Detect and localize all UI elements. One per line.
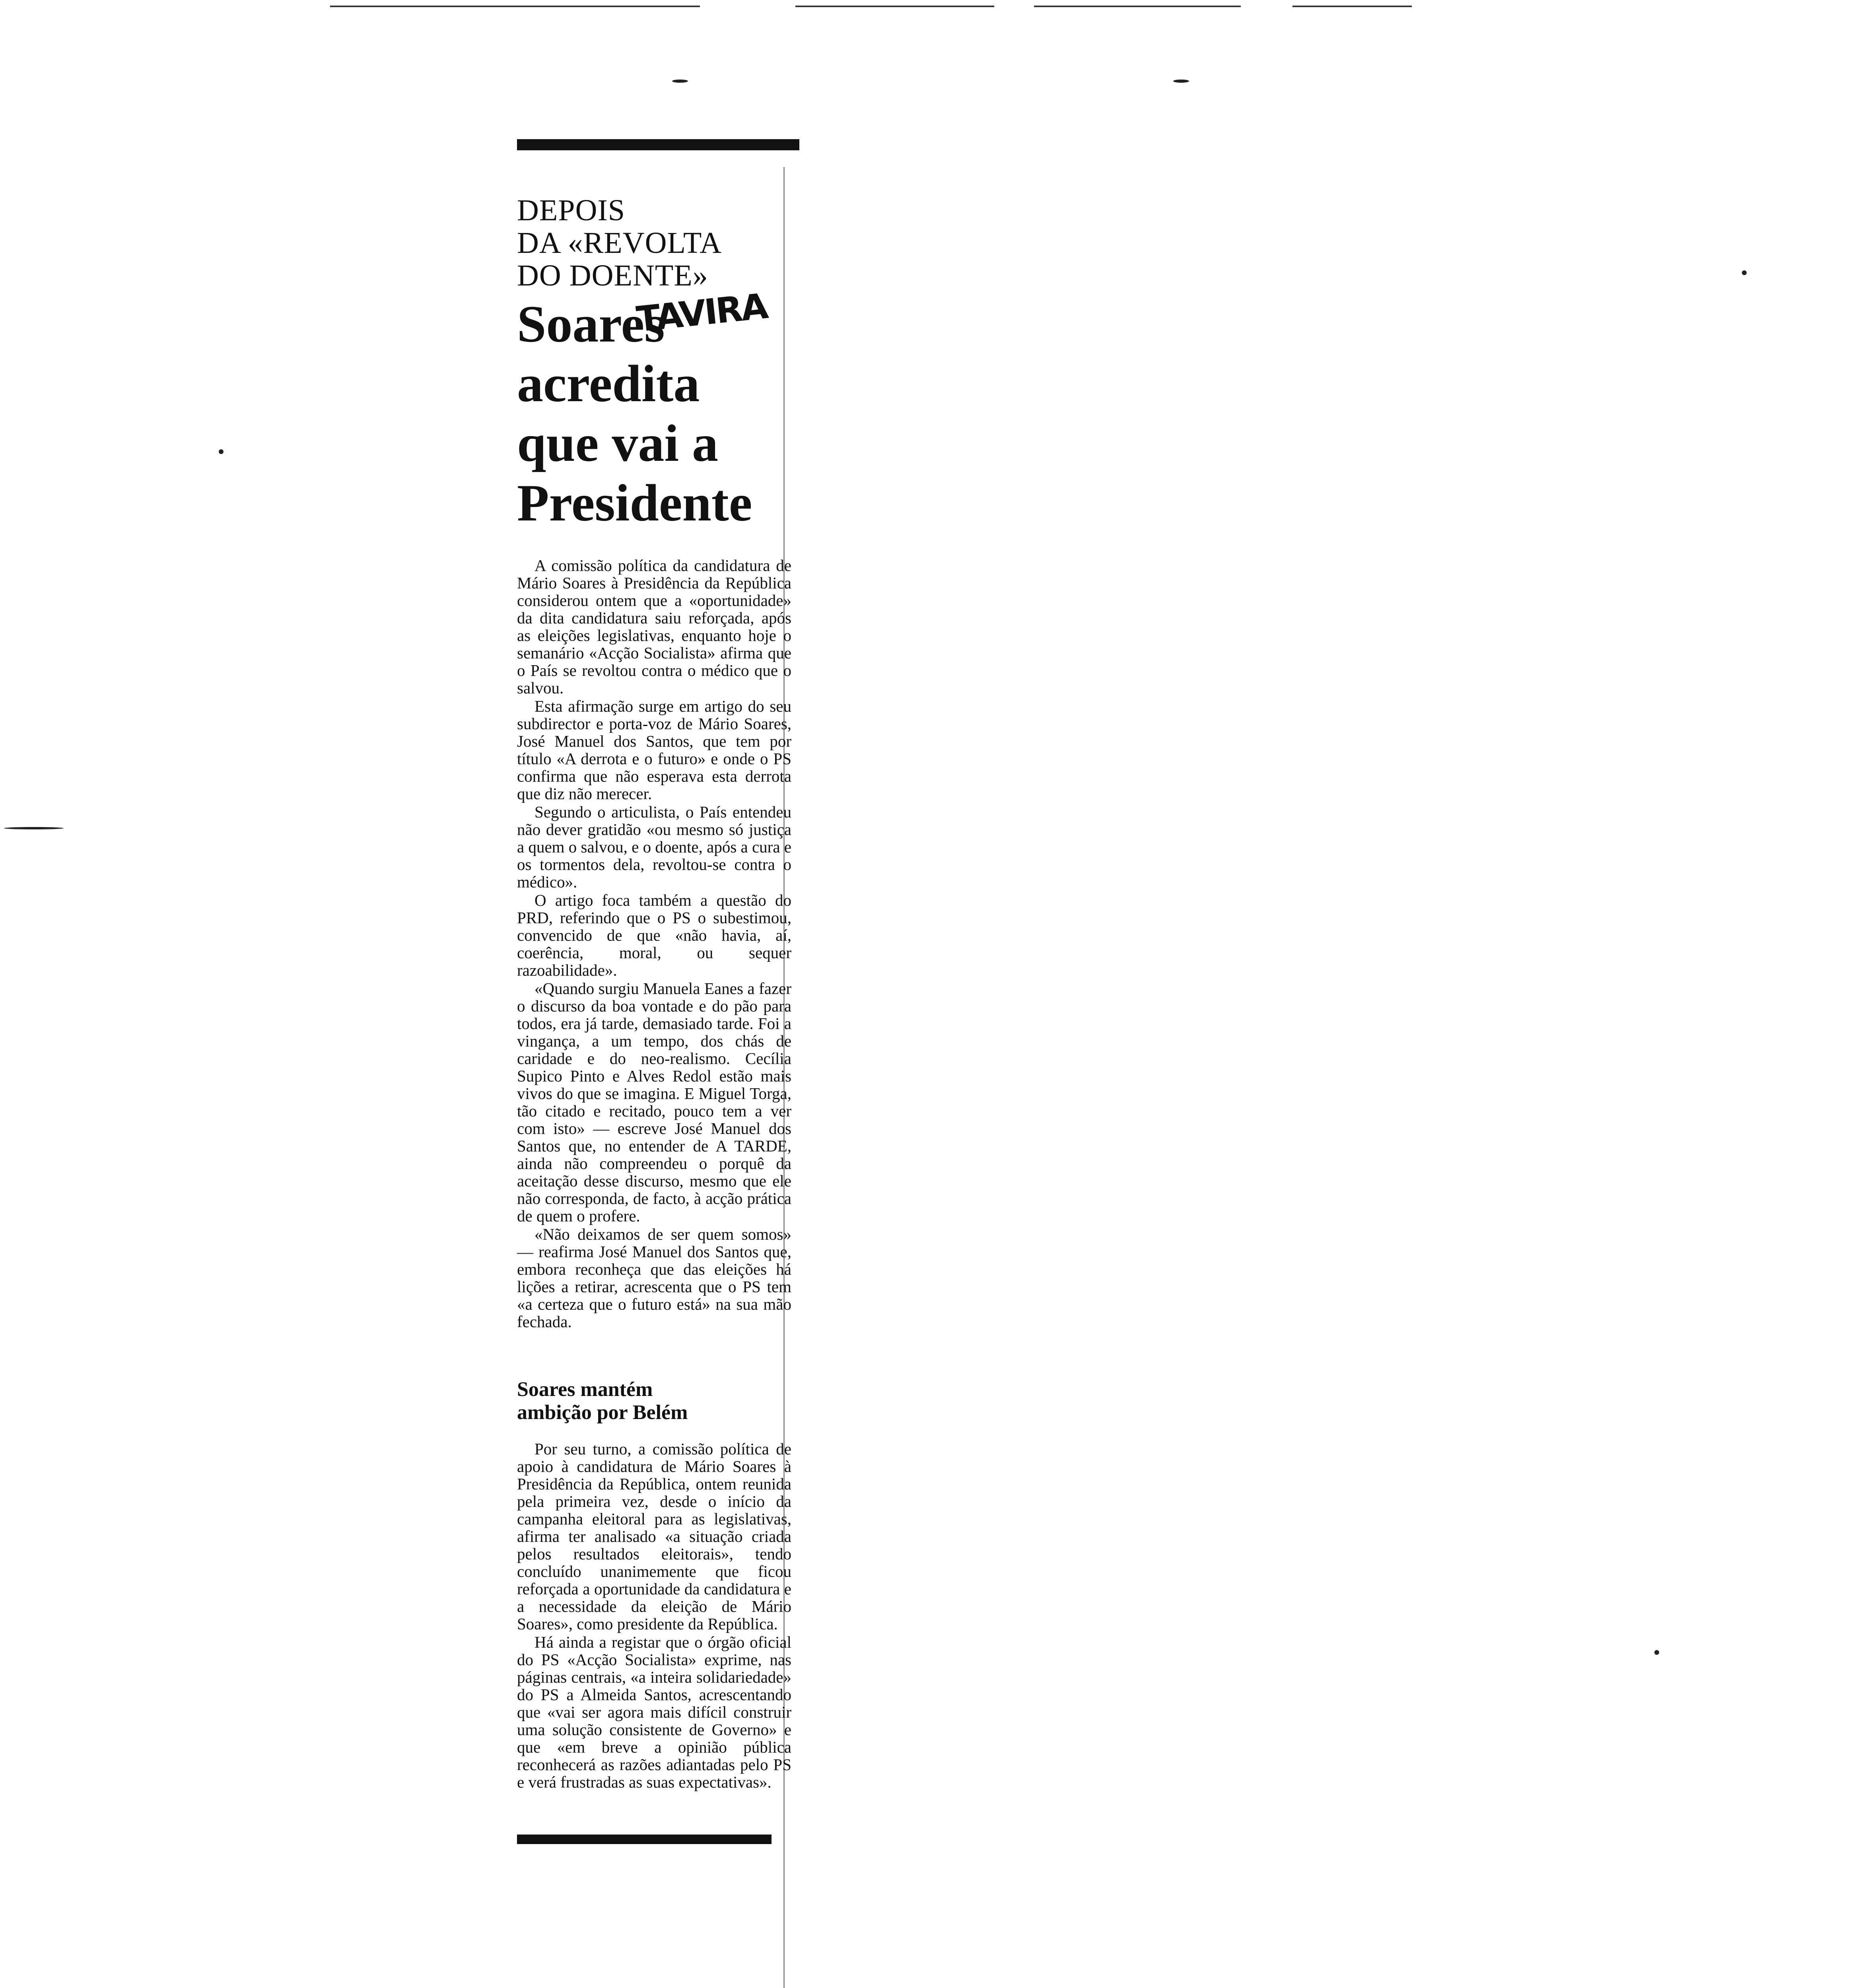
scan-edge-line	[1034, 6, 1241, 7]
headline-line: que vai a	[517, 414, 719, 472]
paragraph: O artigo foca também a questão do PRD, referindo que o PS o subestimou, convencido de que «não havia, aí, coerência, moral, ou sequer razoabilidade».	[517, 891, 791, 979]
scan-edge-line	[1292, 6, 1412, 7]
subheading-line: Soares mantém	[517, 1378, 653, 1401]
kicker	[517, 194, 791, 292]
article-body	[517, 557, 791, 1330]
newspaper-clipping	[517, 139, 791, 1844]
subheading-line: ambição por Belém	[517, 1401, 688, 1424]
paragraph: Por seu turno, a comissão política de apoio à candidatura de Mário Soares à Presidência da República, ontem reunida pela primeira vez, desde o início da campanha eleitoral para as legislativas, afirma ter analisado «a situação criada pelos resultados eleitorais», tendo concluído unanimemente que ficou reforçada a oportunidade da candidatura e a necessidade da eleição de Mário Soares», como presidente da República.	[517, 1440, 791, 1633]
kicker-line: DO DOENTE»	[517, 259, 708, 292]
scan-speck	[1742, 270, 1747, 275]
article-body-continued	[517, 1440, 791, 1791]
scan-edge-line	[795, 6, 994, 7]
paragraph: Esta afirmação surge em artigo do seu subdirector e porta-voz de Mário Soares, José Manuel dos Santos, que tem por título «A derrota e o futuro» e onde o PS confirma que não esperava esta derrota que diz não merecer.	[517, 697, 791, 803]
scan-speck	[672, 80, 688, 83]
subheading	[517, 1378, 791, 1424]
bottom-rule-bar	[517, 1835, 772, 1844]
scan-edge-line	[330, 6, 700, 7]
headline-line: acredita	[517, 354, 700, 413]
headline-line: Soares	[517, 295, 665, 353]
scan-speck	[4, 827, 64, 829]
headline-line: Presidente	[517, 474, 752, 532]
scan-speck	[1654, 1650, 1659, 1655]
paragraph: Segundo o articulista, o País entendeu não dever gratidão «ou mesmo só justiça a quem o salvou, e o doente, após a cura e os tormentos dela, revoltou-se contra o médico».	[517, 803, 791, 891]
paragraph: «Quando surgiu Manuela Eanes a fazer o discurso da boa vontade e do pão para todos, era já tarde, demasiado tarde. Foi a vingança, a um tempo, dos chás de caridade e do neo-realismo. Cecília Supico Pinto e Alves Redol estão mais vivos do que se imagina. E Miguel Torga, tão citado e recitado, pouco tem a ver com isto» — escreve José Manuel dos Santos que, no entender de A TARDE, ainda não compreendeu o porquê da aceitação desse discurso, mesmo que ele não corresponda, de facto, à acção prática de quem o profere.	[517, 979, 791, 1225]
paragraph: «Não deixamos de ser quem somos» — reafirma José Manuel dos Santos que, embora reconheça que das eleições há lições a retirar, acrescenta que o PS tem «a certeza que o futuro está» na sua mão fechada.	[517, 1225, 791, 1331]
paragraph: Há ainda a registar que o órgão oficial do PS «Acção Socialista» exprime, nas páginas centrais, «a inteira solidariedade» do PS a Almeida Santos, acrescentando que «vai ser agora mais difícil construir uma solução consistente de Governo» e que «em breve a opinião pública reconhecerá as razões adiantadas pelo PS e verá frustradas as suas expectativas».	[517, 1633, 791, 1791]
scan-speck	[1173, 80, 1189, 83]
kicker-line: DA «REVOLTA	[517, 226, 722, 260]
paragraph: A comissão política da candidatura de Mário Soares à Presidência da República considerou ontem que a «oportunidade» da dita candidatura saiu reforçada, após as eleições legislativas, enquanto hoje o semanário «Acção Socialista» afirma que o País se revoltou contra o médico que o salvou.	[517, 556, 791, 697]
top-rule-bar	[517, 139, 799, 150]
kicker-line: DEPOIS	[517, 194, 626, 227]
handwritten-note: TAVIRA	[634, 285, 769, 340]
scan-speck	[219, 449, 224, 454]
